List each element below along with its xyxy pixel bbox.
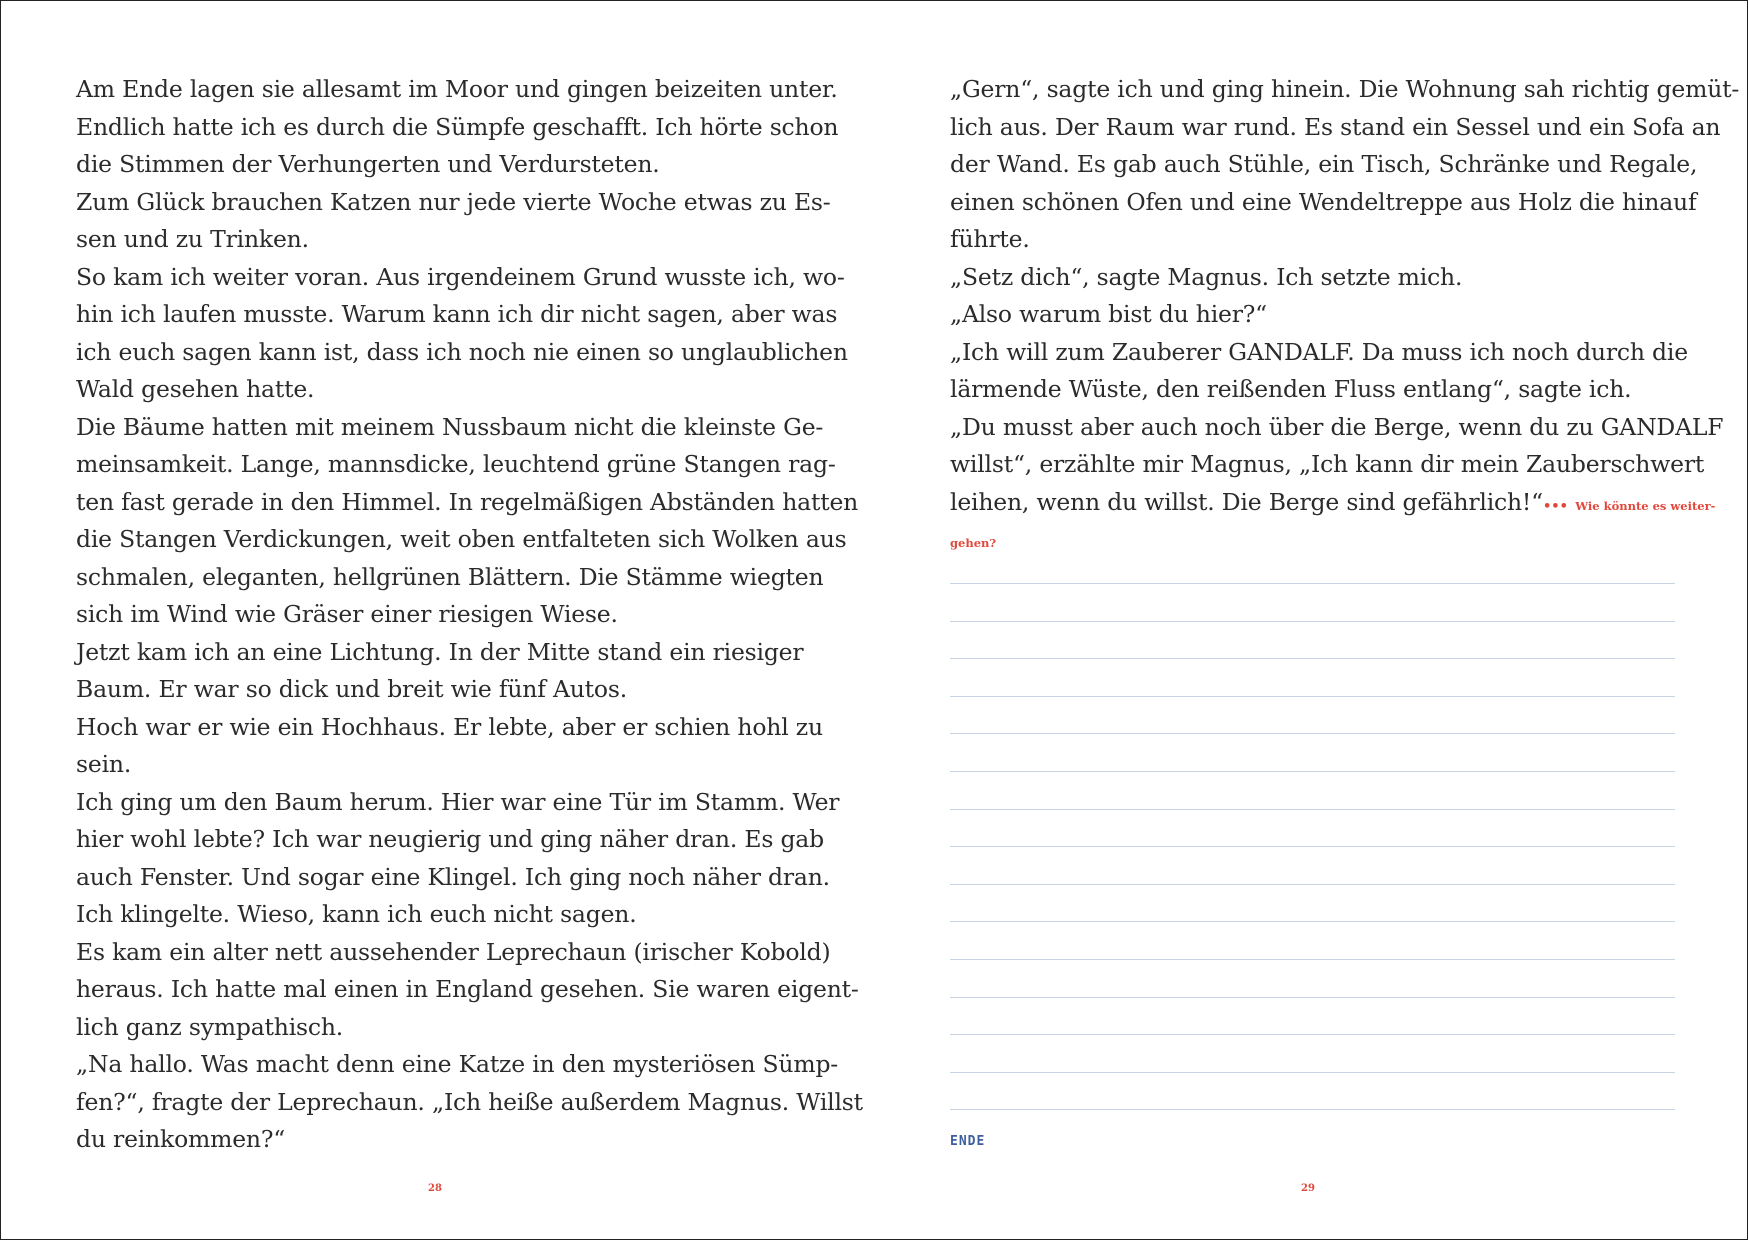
writing-line[interactable] <box>950 1072 1675 1073</box>
writing-line[interactable] <box>950 884 1675 885</box>
text-line: ich euch sagen kann ist, dass ich noch nie einen so unglaublichen <box>76 337 848 366</box>
left-page-text <box>76 71 863 1159</box>
writing-line[interactable] <box>950 658 1675 659</box>
text-line: „Gern“, sagte ich und ging hinein. Die Wohnung sah richtig gemüt- <box>950 75 1740 103</box>
page-number-left: 28 <box>428 1183 442 1194</box>
text-line: Es kam ein alter nett aussehender Leprechaun (irischer Kobold) <box>76 937 831 966</box>
text-line: „Du musst aber auch noch über die Berge, wenn du zu GANDALF <box>950 412 1724 441</box>
text-line: „Setz dich“, sagte Magnus. Ich setzte mich. <box>950 262 1463 291</box>
text-line: auch Fenster. Und sogar eine Klingel. Ich ging noch näher dran. <box>76 862 830 891</box>
right-page-text <box>950 71 1740 559</box>
right-page <box>874 1 1747 1239</box>
text-line: lich aus. Der Raum war rund. Es stand ein Sessel und ein Sofa an <box>950 112 1721 141</box>
text-line: Hoch war er wie ein Hochhaus. Er lebte, aber er schien hohl zu <box>76 712 823 741</box>
text-line: sein. <box>76 750 132 778</box>
text-line: hier wohl lebte? Ich war neugierig und ging näher dran. Es gab <box>76 825 824 853</box>
text-line: meinsamkeit. Lange, mannsdicke, leuchtend grüne Stangen rag- <box>76 450 836 478</box>
writing-line[interactable] <box>950 696 1675 697</box>
text-line: willst“, erzählte mir Magnus, „Ich kann dir mein Zauberschwert <box>950 450 1705 478</box>
text-line: „Also warum bist du hier?“ <box>950 300 1267 328</box>
writing-line[interactable] <box>950 809 1675 810</box>
left-page <box>1 1 873 1239</box>
text-line: sen und zu Trinken. <box>76 225 309 253</box>
continuation-prompt-part1: Wie könnte es weiter- <box>1575 498 1716 513</box>
text-line: Ich klingelte. Wieso, kann ich euch nicht sagen. <box>76 900 637 928</box>
text-line: Jetzt kam ich an eine Lichtung. In der Mitte stand ein riesiger <box>76 637 804 666</box>
text-line: Wald gesehen hatte. <box>76 375 315 403</box>
text-line: heraus. Ich hatte mal einen in England gesehen. Sie waren eigent- <box>76 975 859 1003</box>
page-number-right: 29 <box>1301 1183 1315 1194</box>
prompt-dots: ••• <box>1542 498 1568 514</box>
text-line: Ich ging um den Baum herum. Hier war eine Tür im Stamm. Wer <box>76 787 840 816</box>
text-line <box>950 484 1716 522</box>
text-line: ten fast gerade in den Himmel. In regelmäßigen Abständen hatten <box>76 487 859 516</box>
text-line: hin ich laufen musste. Warum kann ich dir nicht sagen, aber was <box>76 300 838 328</box>
text-line: Baum. Er war so dick und breit wie fünf Autos. <box>76 675 628 703</box>
text-line: Am Ende lagen sie allesamt im Moor und gingen beizeiten unter. <box>76 75 838 103</box>
text-line <box>950 521 1680 559</box>
text-line: die Stangen Verdickungen, weit oben entfalteten sich Wolken aus <box>76 525 847 553</box>
writing-line[interactable] <box>950 583 1675 584</box>
continuation-prompt-part2: gehen? <box>950 536 997 550</box>
text-line: der Wand. Es gab auch Stühle, ein Tisch, Schränke und Regale, <box>950 150 1698 178</box>
text-line: einen schönen Ofen und eine Wendeltreppe aus Holz die hinauf <box>950 187 1697 216</box>
writing-line[interactable] <box>950 997 1675 998</box>
text-line: fen?“, fragte der Leprechaun. „Ich heiße außerdem Magnus. Willst <box>76 1087 863 1116</box>
writing-line[interactable] <box>950 959 1675 960</box>
writing-lines-area[interactable] <box>950 583 1675 1147</box>
text-line: lärmende Wüste, den reißenden Fluss entlang“, sagte ich. <box>950 375 1632 403</box>
text-line: Endlich hatte ich es durch die Sümpfe geschafft. Ich hörte schon <box>76 112 839 141</box>
text-line: „Ich will zum Zauberer GANDALF. Da muss ich noch durch die <box>950 337 1688 366</box>
text-line: führte. <box>950 225 1030 253</box>
writing-line[interactable] <box>950 733 1675 734</box>
ende-label: ENDE <box>950 1134 986 1149</box>
text-line: So kam ich weiter voran. Aus irgendeinem Grund wusste ich, wo- <box>76 262 845 291</box>
writing-line[interactable] <box>950 621 1675 622</box>
writing-line[interactable] <box>950 846 1675 847</box>
text-line: Zum Glück brauchen Katzen nur jede vierte Woche etwas zu Es- <box>76 187 831 216</box>
writing-line[interactable] <box>950 771 1675 772</box>
writing-line[interactable] <box>950 921 1675 922</box>
writing-line[interactable] <box>950 1034 1675 1035</box>
text-line: Die Bäume hatten mit meinem Nussbaum nicht die kleinste Ge- <box>76 412 824 441</box>
text-line: du reinkommen?“ <box>76 1125 286 1153</box>
writing-line[interactable] <box>950 1109 1675 1110</box>
text-line: sich im Wind wie Gräser einer riesigen Wiese. <box>76 600 618 628</box>
text-line: „Na hallo. Was macht denn eine Katze in den mysteriösen Sümp- <box>76 1050 839 1078</box>
text-line: die Stimmen der Verhungerten und Verdursteten. <box>76 150 660 178</box>
text-line: schmalen, eleganten, hellgrünen Blättern. Die Stämme wiegten <box>76 562 824 591</box>
text-line: lich ganz sympathisch. <box>76 1012 344 1041</box>
last-text-line: leihen, wenn du willst. Die Berge sind gefährlich!“ <box>950 487 1543 516</box>
